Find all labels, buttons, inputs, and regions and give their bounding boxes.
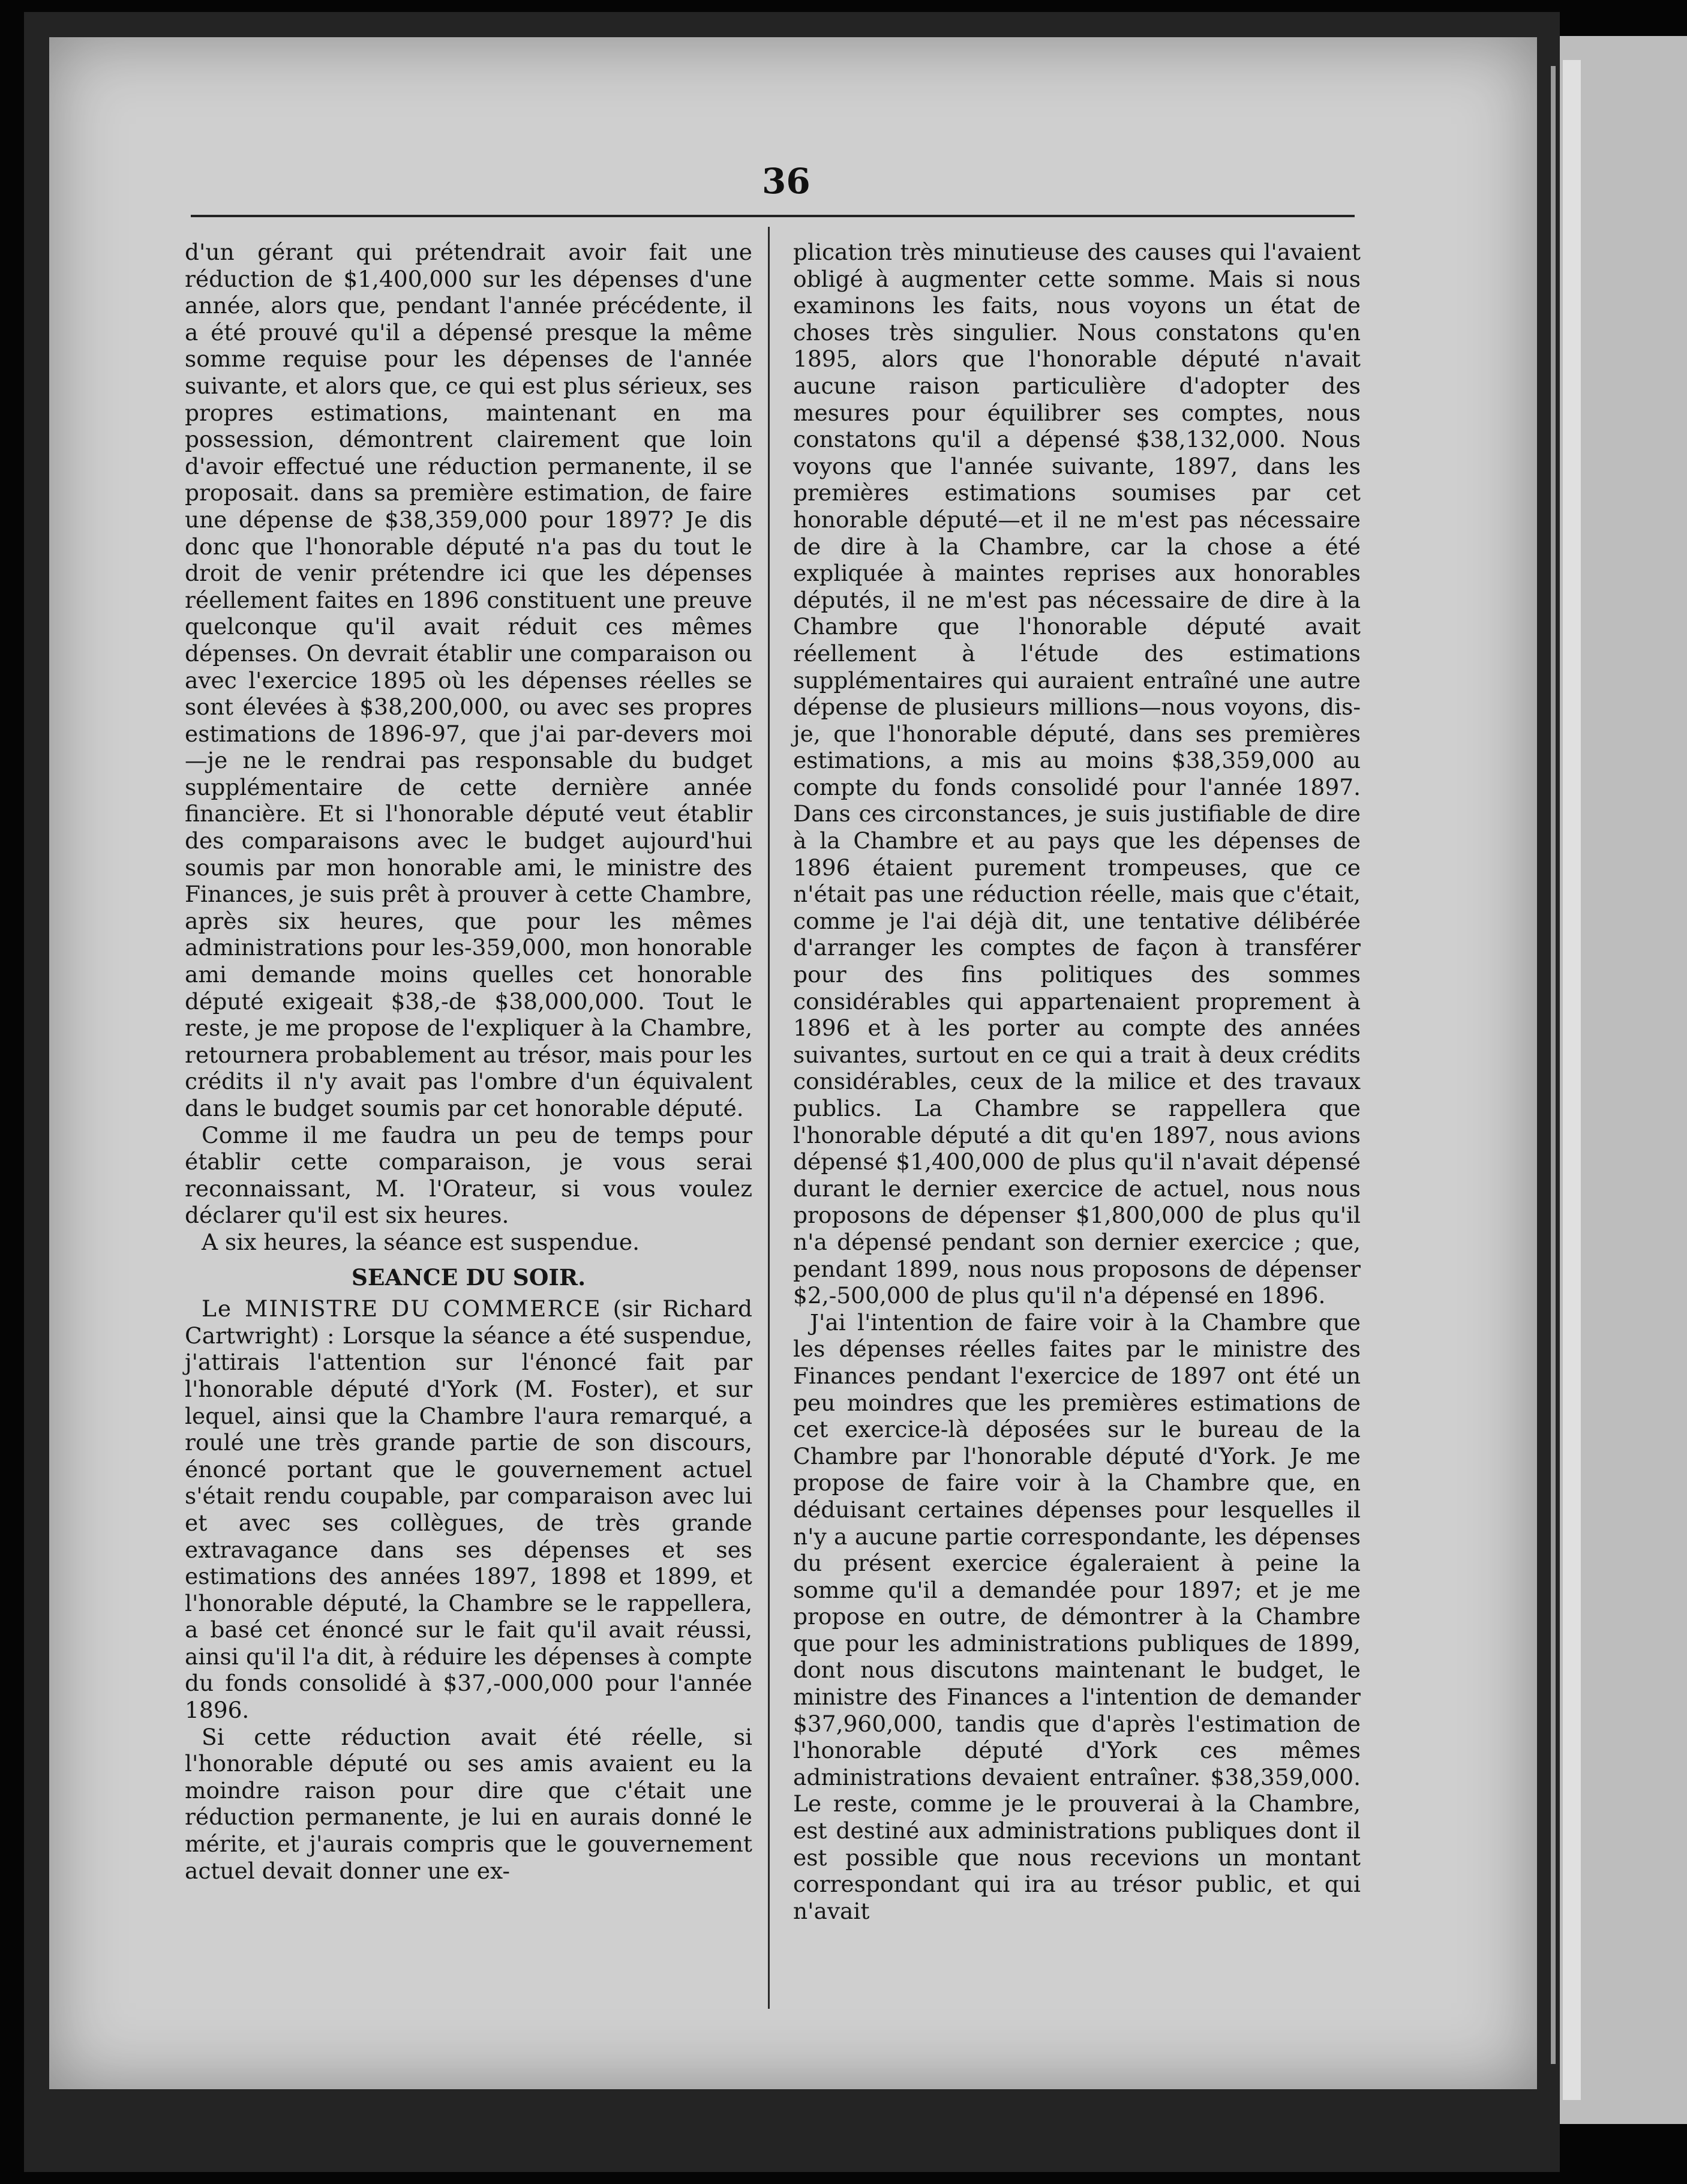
- column-divider: [768, 227, 770, 2009]
- paragraph: Si cette réduction avait été réelle, si l'honorable député ou ses amis avaient eu la moindre raison pour dire que c'était une réduction permanente, je lui en aurais donné le mérite, et j'aurais compris que le gouvernement actuel devait donner une ex-: [185, 1723, 752, 1884]
- speaker-name: Le MINISTRE DU COMMERCE: [202, 1295, 602, 1322]
- speaker-text: (sir Richard Cartwright) : Lorsque la séance a été suspendue, j'attirais l'attention sur l'énoncé fait par l'honorable député d'York (M. Foster), et sur lequel, ainsi que la Chambre l'aura remarqué, a roulé une très grande partie de son discours, énoncé portant que le gouvernement actuel s'était rendu coupable, par comparaison avec lui et avec ses collègues, de très grande extravagance dans ses dépenses et ses estimations des années 1897, 1898 et 1899, et l'honorable député, la Chambre se le rappellera, a basé cet énoncé sur le fait qu'il avait réussi, ainsi qu'il l'a dit, à réduire les dépenses à compte du fonds consolidé à $37,-000,000 pour l'année 1896.: [185, 1295, 752, 1724]
- speaker-paragraph: [185, 1295, 752, 1724]
- paragraph: J'ai l'intention de faire voir à la Chambre que les dépenses réelles faites par le ministre des Finances pendant l'exercice de 1897 ont été un peu moindres que les premières estimations de cet exercice-là déposées sur le bureau de la Chambre par l'honorable député d'York. Je me propose de faire voir à la Chambre que, en déduisant certaines dépenses pour lesquelles il n'y a aucune partie correspondante, les dépenses du présent exercice égaleraient à peine la somme qu'il a demandée pour 1897; et je me propose en outre, de démontrer à la Chambre que pour les administrations publiques de 1899, dont nous discutons maintenant le budget, le ministre des Finances a l'intention de demander $37,960,000, tandis que d'après l'estimation de l'honorable député d'York ces mêmes administrations devaient entraîner. $38,359,000. Le reste, comme je le prouverai à la Chambre, est destiné aux administrations publiques dont il est possible que nous recevions un montant correspondant qui ira au trésor public, et qui n'avait: [793, 1309, 1361, 1924]
- header-rule: [191, 215, 1355, 217]
- paragraph: plication très minutieuse des causes qui l'avaient obligé à augmenter cette somme. Mais si nous examinons les faits, nous voyons un état de choses très singulier. Nous constatons qu'en 1895, alors que l'honorable député n'avait aucune raison particulière d'adopter des mesures pour équilibrer ses comptes, nous constatons qu'il a dépensé $38,132,000. Nous voyons que l'année suivante, 1897, dans les premières estimations soumises par cet honorable député—et il ne m'est pas nécessaire de dire à la Chambre, car la chose a été expliquée à maintes reprises aux honorables députés, il ne m'est pas nécessaire de dire à la Chambre que l'honorable député avait réellement à l'étude des estimations supplémentaires qui auraient entraîné une autre dépense de plusieurs millions—nous voyons, dis-je, que l'honorable député, dans ses premières estimations, a mis au moins $38,359,000 au compte du fonds consolidé pour l'année 1897. Dans ces circonstances, je suis justifiable de dire à la Chambre et au pays que les dépenses de 1896 étaient purement trompeuses, que ce n'était pas une réduction réelle, mais que c'était, comme je l'ai déjà dit, une tentative délibérée d'arranger les comptes de façon à transférer pour des fins politiques des sommes considérables qui appartenaient proprement à 1896 et à les porter au compte des années suivantes, surtout en ce qui a trait à deux crédits considérables, ceux de la milice et des travaux publics. La Chambre se rappellera que l'honorable député a dit qu'en 1897, nous avions dépensé $1,400,000 de plus qu'il n'avait dépensé durant le dernier exercice de actuel, nous nous proposons de dépenser $1,800,000 de plus qu'il n'a dépensé pendant son dernier exercice ; que, pendant 1899, nous nous proposons de dépenser $2,-500,000 de plus qu'il n'a dépensé en 1896.: [793, 239, 1361, 1309]
- right-column: [793, 239, 1361, 1924]
- section-heading: SEANCE DU SOIR.: [351, 1264, 586, 1291]
- paragraph: d'un gérant qui prétendrait avoir fait une réduction de $1,400,000 sur les dépenses d'une année, alors que, pendant l'année précédente, il a été prouvé qu'il a dépensé presque la même somme requise pour les dépenses de l'année suivante, et alors que, ce qui est plus sérieux, ses propres estimations, maintenant en ma possession, démontrent clairement que loin d'avoir effectué une réduction permanente, il se proposait. dans sa première estimation, de faire une dépense de $38,359,000 pour 1897? Je dis donc que l'honorable député n'a pas du tout le droit de venir prétendre ici que les dépenses réellement faites en 1896 constituent une preuve quelconque qu'il avait réduit ces mêmes dépenses. On devrait établir une comparaison ou avec l'exercice 1895 où les dépenses réelles se sont élevées à $38,200,000, ou avec ses propres estimations de 1896-97, que j'ai par-devers moi —je ne le rendrai pas responsable du budget supplémentaire de cette dernière année financière. Et si l'honorable député veut établir des comparaisons avec le budget aujourd'hui soumis par mon honorable ami, le ministre des Finances, je suis prêt à prouver à cette Chambre, après six heures, que pour les mêmes administrations pour les-359,000, mon honorable ami demande moins quelles cet honorable député exigeait $38,-de $38,000,000. Tout le reste, je me propose de l'expliquer à la Chambre, retournera probablement au trésor, mais pour les crédits il n'y avait pas l'ombre d'un équivalent dans le budget soumis par cet honorable député.: [185, 239, 752, 1121]
- page-edge: [1551, 66, 1556, 2064]
- paragraph: Comme il me faudra un peu de temps pour établir cette comparaison, je vous serai reconnaissant, M. l'Orateur, si vous voulez déclarer qu'il est six heures.: [185, 1121, 752, 1229]
- adjacent-page-margin: [1563, 60, 1581, 2100]
- paragraph: A six heures, la séance est suspendue.: [202, 1228, 640, 1255]
- left-column: [185, 239, 752, 1884]
- page-number: 36: [762, 161, 811, 202]
